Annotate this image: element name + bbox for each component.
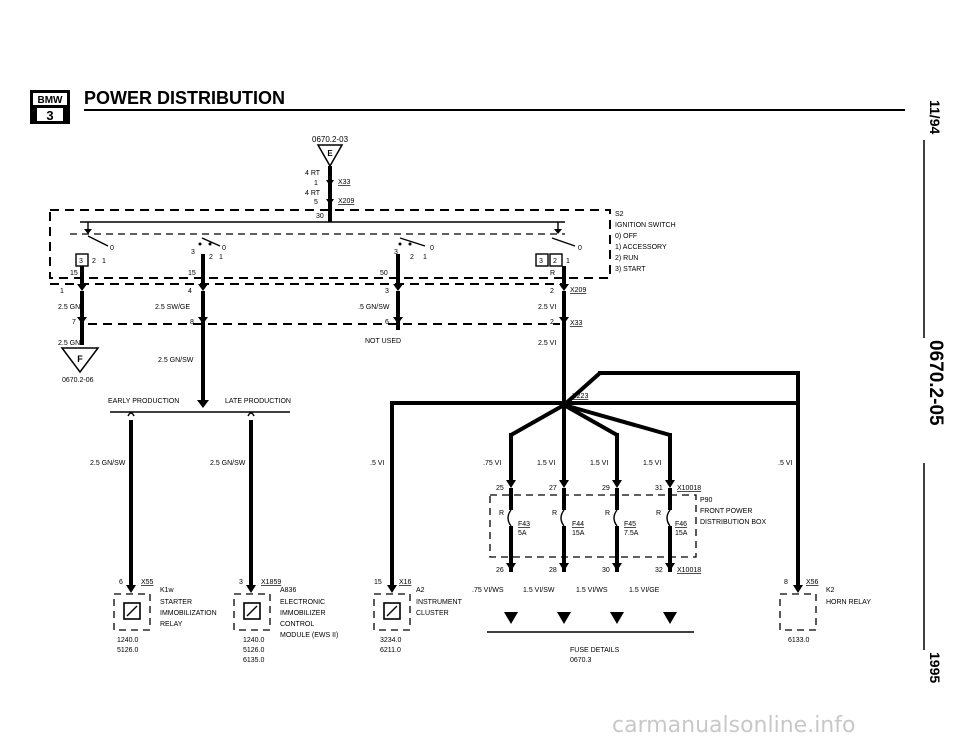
front-power-distribution-box [472, 480, 766, 664]
x33-pin-8: 8 [190, 319, 194, 326]
svg-text:2: 2 [92, 258, 96, 265]
fuse-f44-name: F44 [572, 521, 585, 528]
side-date: 11/94 [927, 100, 943, 135]
a836-ref-1: 1240.0 [243, 637, 265, 644]
fuse-f43-name: F43 [518, 521, 531, 528]
a836-box [234, 594, 270, 630]
terminal-r: R [550, 270, 556, 277]
top-wire-1: 4 RT [305, 170, 321, 177]
wire-gn-b: 2.5 GN [58, 340, 81, 347]
a2-box [374, 594, 410, 630]
fuse-out-pin-3: 30 [602, 567, 610, 574]
fuse-out-pin-1: 26 [496, 567, 504, 574]
svg-text:1: 1 [423, 254, 427, 261]
ignition-switch [50, 210, 676, 284]
x33-pin-2: 2 [550, 319, 554, 326]
fuse-f46 [656, 488, 688, 572]
a836-ref-3: 6135.0 [243, 657, 265, 664]
top-ref: 0670.2-03 [312, 135, 349, 144]
terminal-15b: 15 [188, 270, 196, 277]
fuse-out-arrow-2-icon [557, 612, 571, 624]
wire-gnsw-b: 2.5 GN/SW [158, 357, 194, 364]
top-pin-2: 5 [314, 199, 318, 206]
k1w-name-1: STARTER [160, 599, 193, 606]
early-production-label: EARLY PRODUCTION [108, 398, 180, 405]
svg-text:R: R [552, 510, 558, 517]
svg-text:3: 3 [394, 249, 398, 256]
fuse-out-wire-1: .75 VI/WS [472, 587, 504, 594]
late-production-label: LATE PRODUCTION [225, 398, 291, 405]
series-label: 3 [46, 108, 54, 123]
wire-gnsw-a: .5 GN/SW [358, 304, 390, 311]
fuse-box-name-1: FRONT POWER [700, 508, 753, 515]
horn-relay [780, 579, 871, 644]
wire-vi-a: 2.5 VI [538, 304, 557, 311]
top-ref-marker: E [327, 149, 333, 158]
top-pin-30: 30 [316, 213, 324, 220]
a2-ref-2: 6211.0 [380, 647, 401, 654]
wire-early: 2.5 GN/SW [90, 460, 126, 467]
a836-id: A836 [280, 587, 297, 594]
fuse-f45-amps: 7.5A [624, 530, 639, 537]
production-split [90, 398, 291, 585]
fuse-out-pin-2: 28 [549, 567, 557, 574]
wire-late: 2.5 GN/SW [210, 460, 246, 467]
fuse-in-wire-1: .75 VI [483, 460, 502, 467]
x55-pin: 6 [119, 579, 123, 586]
k1w-box [114, 594, 150, 630]
terminal-50: 50 [380, 270, 388, 277]
starter-immobilization-relay [114, 579, 217, 654]
svg-text:R: R [605, 510, 611, 517]
svg-text:R: R [499, 510, 505, 517]
fuse-in-wire-3: 1.5 VI [590, 460, 609, 467]
fuse-out-arrow-3-icon [610, 612, 624, 624]
side-year: 1995 [927, 652, 943, 684]
page-title: POWER DISTRIBUTION [84, 88, 285, 108]
x55-label: X55 [141, 579, 154, 586]
x209-pin-arrow-icon [326, 199, 334, 205]
fuse-out-pin-4: 32 [655, 567, 663, 574]
x33-label: X33 [570, 320, 583, 327]
x33-pin-arrow-icon [326, 180, 334, 186]
a2-ref-1: 3234.0 [380, 637, 402, 644]
svg-text:1: 1 [566, 258, 570, 265]
top-conn-2: X209 [338, 198, 355, 205]
fuse-f46-name: F46 [675, 521, 688, 528]
svg-text:1: 1 [219, 254, 223, 261]
fuse-f44-amps: 15A [572, 530, 585, 537]
x209-pin-1: 1 [60, 288, 64, 295]
x209-pin-4: 4 [188, 288, 192, 295]
svg-text:0: 0 [222, 245, 226, 252]
fuse-in-pin-4: 31 [655, 485, 663, 492]
fuse-in-wire-2: 1.5 VI [537, 460, 556, 467]
k2-id: K2 [826, 587, 835, 594]
ignition-switch-name: IGNITION SWITCH [615, 222, 676, 229]
horn-wire: .5 VI [778, 460, 793, 467]
fuse-box-name-2: DISTRIBUTION BOX [700, 519, 767, 526]
immobilizer-control-module [234, 579, 338, 664]
wire-swge: 2.5 SW/GE [155, 304, 191, 311]
fuse-bottom-conn: X10018 [677, 567, 702, 574]
ignition-position-3: 3) START [615, 266, 646, 273]
fuse-out-arrow-1-icon [504, 612, 518, 624]
x33-pin-6: 6 [385, 319, 389, 326]
fuse-f45-name: F45 [624, 521, 637, 528]
x1859-pin: 3 [239, 579, 243, 586]
ignition-position-0: 0) OFF [615, 233, 638, 240]
ignition-position-2: 2) RUN [615, 255, 639, 262]
x56-label: X56 [806, 579, 819, 586]
a2-name-1: INSTRUMENT [416, 599, 462, 606]
k1w-name-2: IMMOBILIZATION [160, 610, 217, 617]
top-wire-2: 4 RT [305, 190, 321, 197]
svg-text:R: R [656, 510, 662, 517]
svg-text:0: 0 [110, 245, 114, 252]
fuse-top-conn: X10018 [677, 485, 702, 492]
bmw-series-badge [30, 90, 70, 124]
wire-gn-a: 2.5 GN [58, 304, 81, 311]
brand-label: BMW [37, 95, 63, 106]
k2-name: HORN RELAY [826, 599, 871, 606]
x209-pin-2: 2 [550, 288, 554, 295]
svg-text:3: 3 [191, 249, 195, 256]
instrument-cluster [374, 579, 463, 654]
k1w-name-3: RELAY [160, 621, 183, 628]
k1w-id: K1w [160, 587, 174, 594]
fuse-in-wire-4: 1.5 VI [643, 460, 662, 467]
a836-name-2: IMMOBILIZER [280, 610, 326, 617]
svg-text:2: 2 [410, 254, 414, 261]
fuse-f43 [499, 488, 530, 572]
fuse-details-label: FUSE DETAILS [570, 647, 620, 654]
a836-name-4: MODULE (EWS II) [280, 632, 339, 639]
wire-vi-b: 2.5 VI [538, 340, 557, 347]
fuse-f45 [605, 488, 639, 572]
svg-text:3: 3 [539, 258, 543, 265]
x209-pin-3: 3 [385, 288, 389, 295]
fuse-out-arrow-4-icon [663, 612, 677, 624]
cluster-wire: .5 VI [370, 460, 385, 467]
svg-text:0: 0 [430, 245, 434, 252]
svg-text:2: 2 [553, 258, 557, 265]
svg-text:1: 1 [102, 258, 106, 265]
x209-label: X209 [570, 287, 587, 294]
splice-node [560, 401, 568, 409]
connector-rows [50, 284, 589, 405]
fuse-out-wire-2: 1.5 VI/SW [523, 587, 555, 594]
ignition-position-1: 1) ACCESSORY [615, 244, 667, 251]
production-split-arrow-icon [197, 400, 209, 408]
switch-contact-r [536, 222, 582, 284]
switch-contact-15-late [188, 238, 226, 284]
splice-x223 [370, 371, 800, 585]
x16-label: X16 [399, 579, 412, 586]
fuse-out-wire-3: 1.5 VI/WS [576, 587, 608, 594]
fuse-out-wire-4: 1.5 VI/GE [629, 587, 660, 594]
x56-pin: 8 [784, 579, 788, 586]
x1859-label: X1859 [261, 579, 282, 586]
fuse-f46-amps: 15A [675, 530, 688, 537]
bottom-ref-marker: F [77, 354, 83, 364]
side-code: 0670.2-05 [925, 340, 946, 426]
terminal-15a: 15 [70, 270, 78, 277]
ignition-switch-id: S2 [615, 211, 624, 218]
x16-pin: 15 [374, 579, 382, 586]
top-connector [305, 135, 354, 222]
svg-text:2: 2 [209, 254, 213, 261]
fuse-details-ref: 0670.3 [570, 657, 592, 664]
switch-contact-15-early [70, 222, 114, 284]
a836-name-1: ELECTRONIC [280, 599, 326, 606]
fuse-in-pin-3: 29 [602, 485, 610, 492]
not-used-label: NOT USED [365, 338, 402, 345]
fuse-in-pin-1: 25 [496, 485, 504, 492]
fuse-box-id: P90 [700, 497, 713, 504]
splice-label: X223 [572, 393, 589, 400]
fuse-f43-amps: 5A [518, 530, 527, 537]
top-pin-1: 1 [314, 180, 318, 187]
fuse-in-pin-2: 27 [549, 485, 557, 492]
a836-ref-2: 5126.0 [243, 647, 265, 654]
fuse-f44 [552, 488, 585, 572]
bottom-ref: 0670.2-06 [62, 377, 94, 384]
a2-id: A2 [416, 587, 425, 594]
a836-name-3: CONTROL [280, 621, 315, 628]
k1w-ref-1: 1240.0 [117, 637, 139, 644]
k2-ref: 6133.0 [788, 637, 810, 644]
x33-pin-7: 7 [72, 319, 76, 326]
k1w-ref-2: 5126.0 [117, 647, 139, 654]
k2-box [780, 594, 816, 630]
watermark: carmanualsonline.info [612, 713, 856, 738]
svg-text:0: 0 [578, 245, 582, 252]
svg-text:3: 3 [79, 258, 83, 265]
top-conn-1: X33 [338, 179, 351, 186]
a2-name-2: CLUSTER [416, 610, 449, 617]
